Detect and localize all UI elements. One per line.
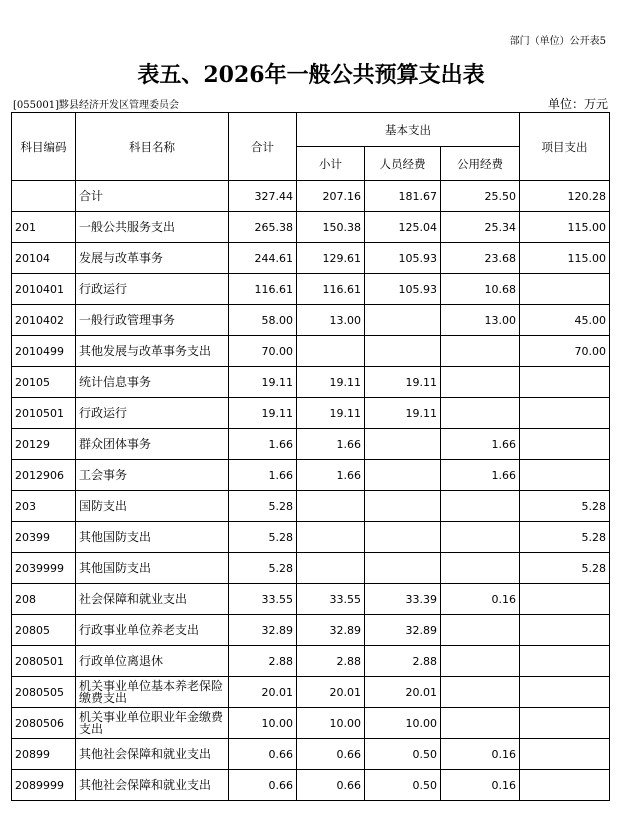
header-public: 公用经费 <box>441 147 520 181</box>
header-total: 合计 <box>229 113 297 181</box>
cell-project: 5.28 <box>520 553 610 584</box>
cell-total: 20.01 <box>229 677 297 708</box>
cell-subtotal: 33.55 <box>297 584 365 615</box>
cell-subtotal: 0.66 <box>297 739 365 770</box>
cell-public: 1.66 <box>441 460 520 491</box>
table-row <box>12 305 610 336</box>
cell-project <box>520 460 610 491</box>
cell-personnel <box>365 336 441 367</box>
cell-personnel: 125.04 <box>365 212 441 243</box>
table-row <box>12 274 610 305</box>
cell-project <box>520 367 610 398</box>
cell-public: 10.68 <box>441 274 520 305</box>
cell-name: 其他社会保障和就业支出 <box>76 739 229 770</box>
cell-total: 0.66 <box>229 770 297 801</box>
cell-personnel: 33.39 <box>365 584 441 615</box>
cell-code: 201 <box>12 212 76 243</box>
table-row <box>12 615 610 646</box>
cell-name: 行政运行 <box>76 274 229 305</box>
cell-code: 2080501 <box>12 646 76 677</box>
cell-personnel: 2.88 <box>365 646 441 677</box>
cell-total: 5.28 <box>229 522 297 553</box>
cell-name: 国防支出 <box>76 491 229 522</box>
cell-subtotal: 19.11 <box>297 398 365 429</box>
cell-public <box>441 646 520 677</box>
cell-personnel: 0.50 <box>365 770 441 801</box>
cell-code: 208 <box>12 584 76 615</box>
cell-code: 2080505 <box>12 677 76 708</box>
cell-public: 23.68 <box>441 243 520 274</box>
cell-project: 45.00 <box>520 305 610 336</box>
table-row <box>12 398 610 429</box>
cell-subtotal: 0.66 <box>297 770 365 801</box>
cell-personnel: 19.11 <box>365 367 441 398</box>
table-row <box>12 181 610 212</box>
cell-project <box>520 615 610 646</box>
table-row <box>12 243 610 274</box>
cell-total: 70.00 <box>229 336 297 367</box>
cell-personnel: 105.93 <box>365 243 441 274</box>
cell-project <box>520 739 610 770</box>
cell-subtotal: 20.01 <box>297 677 365 708</box>
table-row <box>12 522 610 553</box>
cell-total: 19.11 <box>229 398 297 429</box>
organization-label: [055001]黟县经济开发区管理委员会 <box>13 100 179 111</box>
cell-code: 203 <box>12 491 76 522</box>
cell-code: 2080506 <box>12 708 76 739</box>
table-row <box>12 739 610 770</box>
header-basic: 基本支出 <box>297 113 520 147</box>
cell-total: 244.61 <box>229 243 297 274</box>
cell-public <box>441 708 520 739</box>
cell-name: 行政单位离退休 <box>76 646 229 677</box>
cell-personnel: 10.00 <box>365 708 441 739</box>
cell-subtotal <box>297 336 365 367</box>
cell-name: 社会保障和就业支出 <box>76 584 229 615</box>
cell-name: 工会事务 <box>76 460 229 491</box>
cell-subtotal: 2.88 <box>297 646 365 677</box>
cell-personnel: 20.01 <box>365 677 441 708</box>
cell-public: 1.66 <box>441 429 520 460</box>
cell-name: 机关事业单位基本养老保险缴费支出 <box>76 677 229 708</box>
cell-total: 116.61 <box>229 274 297 305</box>
cell-public <box>441 367 520 398</box>
cell-project <box>520 770 610 801</box>
cell-total: 19.11 <box>229 367 297 398</box>
cell-project <box>520 398 610 429</box>
cell-total: 2.88 <box>229 646 297 677</box>
cell-code: 2089999 <box>12 770 76 801</box>
cell-code: 2039999 <box>12 553 76 584</box>
cell-total: 5.28 <box>229 553 297 584</box>
cell-total: 265.38 <box>229 212 297 243</box>
cell-subtotal: 129.61 <box>297 243 365 274</box>
table-body <box>12 181 610 801</box>
cell-personnel <box>365 429 441 460</box>
cell-name: 统计信息事务 <box>76 367 229 398</box>
cell-total: 1.66 <box>229 460 297 491</box>
cell-total: 10.00 <box>229 708 297 739</box>
cell-public <box>441 615 520 646</box>
cell-subtotal: 207.16 <box>297 181 365 212</box>
unit-label: 单位：万元 <box>547 97 608 111</box>
cell-public <box>441 398 520 429</box>
cell-project: 5.28 <box>520 522 610 553</box>
table-row <box>12 429 610 460</box>
cell-public: 0.16 <box>441 584 520 615</box>
cell-project: 115.00 <box>520 243 610 274</box>
cell-public: 13.00 <box>441 305 520 336</box>
table-row <box>12 367 610 398</box>
cell-subtotal: 13.00 <box>297 305 365 336</box>
cell-public: 25.50 <box>441 181 520 212</box>
table-row <box>12 646 610 677</box>
cell-name: 发展与改革事务 <box>76 243 229 274</box>
cell-total: 33.55 <box>229 584 297 615</box>
cell-code: 2010401 <box>12 274 76 305</box>
cell-name: 其他国防支出 <box>76 553 229 584</box>
cell-total: 32.89 <box>229 615 297 646</box>
cell-subtotal: 32.89 <box>297 615 365 646</box>
cell-public: 25.34 <box>441 212 520 243</box>
cell-total: 58.00 <box>229 305 297 336</box>
cell-personnel: 32.89 <box>365 615 441 646</box>
cell-total: 1.66 <box>229 429 297 460</box>
cell-project <box>520 584 610 615</box>
cell-code: 2010499 <box>12 336 76 367</box>
table-row <box>12 491 610 522</box>
cell-name: 其他发展与改革事务支出 <box>76 336 229 367</box>
header-project: 项目支出 <box>520 113 610 181</box>
cell-personnel: 19.11 <box>365 398 441 429</box>
cell-subtotal: 150.38 <box>297 212 365 243</box>
cell-personnel: 0.50 <box>365 739 441 770</box>
cell-name: 合计 <box>76 181 229 212</box>
cell-project <box>520 274 610 305</box>
cell-subtotal: 116.61 <box>297 274 365 305</box>
cell-code: 20105 <box>12 367 76 398</box>
cell-project <box>520 429 610 460</box>
cell-public <box>441 491 520 522</box>
cell-public <box>441 677 520 708</box>
table-row <box>12 553 610 584</box>
cell-public: 0.16 <box>441 739 520 770</box>
cell-name: 行政事业单位养老支出 <box>76 615 229 646</box>
table-row <box>12 584 610 615</box>
cell-project <box>520 646 610 677</box>
cell-public <box>441 553 520 584</box>
expenditure-table <box>11 112 610 801</box>
header-personnel: 人员经费 <box>365 147 441 181</box>
cell-total: 5.28 <box>229 491 297 522</box>
header-code: 科目编码 <box>12 113 76 181</box>
cell-personnel <box>365 460 441 491</box>
cell-project <box>520 677 610 708</box>
cell-code: 20399 <box>12 522 76 553</box>
cell-personnel <box>365 305 441 336</box>
cell-public <box>441 336 520 367</box>
cell-code: 2012906 <box>12 460 76 491</box>
cell-project: 115.00 <box>520 212 610 243</box>
table-row <box>12 677 610 708</box>
cell-project: 70.00 <box>520 336 610 367</box>
cell-subtotal: 10.00 <box>297 708 365 739</box>
cell-name: 其他社会保障和就业支出 <box>76 770 229 801</box>
cell-name: 机关事业单位职业年金缴费支出 <box>76 708 229 739</box>
cell-name: 群众团体事务 <box>76 429 229 460</box>
cell-code: 2010402 <box>12 305 76 336</box>
cell-subtotal <box>297 491 365 522</box>
header-subtotal: 小计 <box>297 147 365 181</box>
cell-project: 120.28 <box>520 181 610 212</box>
cell-subtotal <box>297 522 365 553</box>
cell-name: 行政运行 <box>76 398 229 429</box>
table-row <box>12 212 610 243</box>
cell-public: 0.16 <box>441 770 520 801</box>
page-title: 表五、2026年一般公共预算支出表 <box>137 62 485 88</box>
cell-personnel: 105.93 <box>365 274 441 305</box>
cell-total: 0.66 <box>229 739 297 770</box>
cell-code: 20129 <box>12 429 76 460</box>
cell-code: 20104 <box>12 243 76 274</box>
table-row <box>12 770 610 801</box>
cell-name: 一般公共服务支出 <box>76 212 229 243</box>
table-number-label: 部门（单位）公开表5 <box>509 36 606 47</box>
cell-name: 一般行政管理事务 <box>76 305 229 336</box>
cell-subtotal: 1.66 <box>297 429 365 460</box>
header-name: 科目名称 <box>76 113 229 181</box>
cell-code: 20805 <box>12 615 76 646</box>
cell-total: 327.44 <box>229 181 297 212</box>
cell-subtotal: 19.11 <box>297 367 365 398</box>
cell-public <box>441 522 520 553</box>
cell-name: 其他国防支出 <box>76 522 229 553</box>
cell-code: 20899 <box>12 739 76 770</box>
cell-subtotal: 1.66 <box>297 460 365 491</box>
cell-personnel <box>365 522 441 553</box>
table-row <box>12 708 610 739</box>
cell-code: 2010501 <box>12 398 76 429</box>
cell-personnel: 181.67 <box>365 181 441 212</box>
cell-project <box>520 708 610 739</box>
cell-personnel <box>365 491 441 522</box>
cell-subtotal <box>297 553 365 584</box>
cell-code <box>12 181 76 212</box>
cell-project: 5.28 <box>520 491 610 522</box>
table-row <box>12 336 610 367</box>
table-row <box>12 460 610 491</box>
cell-personnel <box>365 553 441 584</box>
